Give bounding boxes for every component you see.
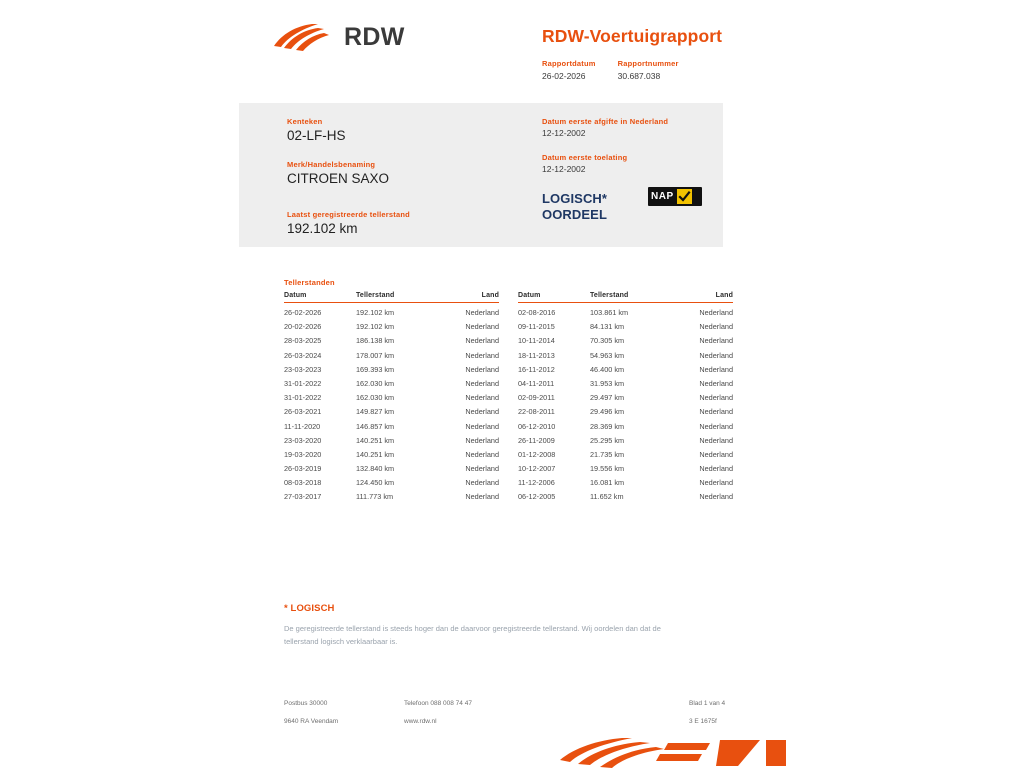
cell-tellerstand: 140.251 km — [356, 435, 395, 445]
cell-datum: 04-11-2011 — [518, 378, 555, 388]
footnote-line-2: tellerstand logisch verklaarbaar is. — [284, 637, 398, 647]
cell-datum: 18-11-2013 — [518, 350, 555, 360]
footnote-body — [284, 622, 699, 648]
cell-datum: 16-11-2012 — [518, 364, 555, 374]
document-header — [0, 0, 1024, 95]
table-row — [518, 419, 733, 433]
column-header-datum: Datum — [518, 292, 590, 303]
cell-datum: 11-12-2006 — [518, 478, 555, 488]
table-row — [284, 391, 499, 405]
footer-address — [284, 700, 338, 736]
table-row — [518, 348, 733, 362]
table-row — [284, 362, 499, 376]
cell-tellerstand: 29.496 km — [590, 407, 625, 417]
cell-datum: 31-01-2022 — [284, 378, 322, 388]
report-number-label: Rapportnummer — [617, 59, 679, 68]
cell-tellerstand: 140.251 km — [356, 449, 395, 459]
verdict-line-1: LOGISCH* — [542, 191, 608, 206]
cell-datum: 06-12-2005 — [518, 492, 556, 502]
odometer-label: Laatst geregistreerde tellerstand — [287, 209, 410, 219]
rdw-logo-text: RDW — [344, 22, 405, 51]
cell-land: Nederland — [699, 421, 733, 431]
column-header-datum: Datum — [284, 292, 356, 303]
cell-tellerstand: 16.081 km — [590, 478, 625, 488]
cell-tellerstand: 21.735 km — [590, 449, 625, 459]
report-date-label: Rapportdatum — [542, 59, 596, 68]
cell-tellerstand: 111.773 km — [356, 492, 394, 502]
cell-land: Nederland — [699, 378, 733, 388]
cell-land: Nederland — [699, 393, 733, 403]
cell-land: Nederland — [465, 364, 499, 374]
table-row — [284, 334, 499, 348]
table-row — [518, 447, 733, 461]
cell-tellerstand: 46.400 km — [590, 364, 625, 374]
table-row — [284, 419, 499, 433]
cell-tellerstand: 146.857 km — [356, 421, 395, 431]
cell-tellerstand: 70.305 km — [590, 336, 625, 346]
table-row — [284, 405, 499, 419]
merk-value: CITROEN SAXO — [287, 170, 390, 186]
table-row — [518, 405, 733, 419]
cell-datum: 26-11-2009 — [518, 435, 555, 445]
cell-datum: 28-03-2025 — [284, 336, 322, 346]
cell-tellerstand: 186.138 km — [356, 336, 395, 346]
first-registration-nl-label: Datum eerste afgifte in Nederland — [542, 117, 669, 126]
table-row — [518, 376, 733, 390]
column-header-tellerstand: Tellerstand — [590, 292, 668, 303]
cell-land: Nederland — [699, 478, 733, 488]
cell-land: Nederland — [699, 407, 733, 417]
cell-datum: 23-03-2023 — [284, 364, 322, 374]
table-row — [518, 461, 733, 475]
verdict-line-2: OORDEEL — [542, 207, 607, 223]
cell-tellerstand: 162.030 km — [356, 378, 395, 388]
cell-datum: 26-02-2026 — [284, 308, 322, 317]
cell-tellerstand: 19.556 km — [590, 464, 625, 474]
cell-land: Nederland — [699, 449, 733, 459]
cell-tellerstand: 178.007 km — [356, 350, 395, 360]
cell-tellerstand: 149.827 km — [356, 407, 395, 417]
merk-label: Merk/Handelsbenaming — [287, 159, 376, 169]
cell-tellerstand: 28.369 km — [590, 421, 625, 431]
footer-page-info — [689, 700, 725, 736]
footer-website[interactable]: www.rdw.nl — [404, 718, 437, 725]
table-row — [284, 376, 499, 390]
table-row — [284, 461, 499, 475]
cell-datum: 27-03-2017 — [284, 492, 322, 502]
cell-datum: 10-12-2007 — [518, 464, 556, 474]
cell-datum: 02-09-2011 — [518, 393, 555, 403]
cell-datum: 26-03-2019 — [284, 464, 322, 474]
cell-land: Nederland — [699, 464, 733, 474]
table-row — [284, 490, 499, 504]
cell-land: Nederland — [699, 492, 733, 502]
cell-tellerstand: 29.497 km — [590, 393, 625, 403]
first-admission-label: Datum eerste toelating — [542, 152, 628, 162]
table-header-row — [284, 292, 499, 303]
cell-land: Nederland — [465, 464, 499, 474]
table-row — [284, 320, 499, 334]
odometer-table-left — [284, 292, 499, 504]
rdw-logo-icon — [272, 20, 334, 54]
cell-land: Nederland — [465, 393, 499, 403]
first-registration-nl-value: 12-12-2002 — [542, 128, 586, 138]
cell-land: Nederland — [465, 435, 499, 445]
table-row — [518, 303, 733, 320]
footnote-line-1: De geregistreerde tellerstand is steeds hoger dan de daarvoor geregistreerde tellerstand. Wij oordelen dan dat de — [284, 624, 661, 633]
footnote-section — [284, 603, 714, 648]
cell-tellerstand: 11.652 km — [590, 492, 624, 502]
odometer-table-title: Tellerstanden — [284, 278, 335, 287]
cell-datum: 26-03-2024 — [284, 350, 322, 360]
cell-land: Nederland — [465, 449, 499, 459]
table-row — [284, 447, 499, 461]
cell-tellerstand: 169.393 km — [356, 364, 395, 374]
cell-datum: 10-11-2014 — [518, 336, 555, 346]
cell-land: Nederland — [699, 350, 733, 360]
table-row — [518, 433, 733, 447]
rdw-logo — [272, 20, 405, 54]
table-row — [284, 348, 499, 362]
report-date-block — [542, 59, 596, 81]
cell-land: Nederland — [699, 336, 733, 346]
cell-tellerstand: 25.295 km — [590, 435, 625, 445]
report-number-value: 30.687.038 — [617, 71, 661, 81]
cell-tellerstand: 84.131 km — [590, 322, 625, 332]
vehicle-summary-right — [542, 117, 722, 188]
cell-land: Nederland — [465, 308, 499, 317]
odometer-table-right — [518, 292, 733, 504]
cell-datum: 19-03-2020 — [284, 449, 322, 459]
nap-badge-text: NAP — [651, 190, 674, 202]
cell-datum: 26-03-2021 — [284, 407, 322, 417]
cell-tellerstand: 54.963 km — [590, 350, 625, 360]
footer-phone: Telefoon 088 008 74 47 — [404, 700, 472, 707]
vehicle-summary-left — [287, 117, 507, 253]
cell-tellerstand: 31.953 km — [590, 378, 625, 388]
cell-tellerstand: 124.450 km — [356, 478, 395, 488]
kenteken-value: 02-LF-HS — [287, 128, 346, 143]
column-header-tellerstand: Tellerstand — [356, 292, 434, 303]
table-row — [518, 334, 733, 348]
cell-land: Nederland — [465, 336, 499, 346]
cell-land: Nederland — [465, 421, 499, 431]
verdict-text — [542, 191, 607, 224]
cell-datum: 09-11-2015 — [518, 322, 555, 332]
cell-datum: 11-11-2020 — [284, 421, 321, 431]
report-number-block — [618, 59, 679, 81]
footer-address-line-1: Postbus 30000 — [284, 700, 328, 707]
cell-datum: 20-02-2026 — [284, 322, 322, 332]
cell-tellerstand: 192.102 km — [356, 322, 395, 332]
cell-datum: 02-08-2016 — [518, 308, 556, 317]
report-meta — [542, 59, 679, 81]
vehicle-summary-panel — [239, 103, 723, 247]
odometer-readings-section — [284, 278, 733, 504]
table-row — [518, 490, 733, 504]
nap-badge — [648, 187, 702, 206]
footer-address-line-2: 9640 RA Veendam — [284, 718, 339, 725]
rdw-footer-graphic-icon — [560, 738, 790, 768]
footnote-title: * LOGISCH — [284, 603, 335, 614]
cell-land: Nederland — [699, 308, 733, 317]
column-header-land: Land — [668, 292, 733, 303]
cell-land: Nederland — [465, 492, 499, 502]
checkmark-icon — [677, 189, 692, 204]
cell-land: Nederland — [465, 322, 499, 332]
footer-contact — [404, 700, 472, 736]
table-row — [518, 391, 733, 405]
table-header-row — [518, 292, 733, 303]
cell-tellerstand: 132.840 km — [356, 464, 395, 474]
cell-tellerstand: 162.030 km — [356, 393, 395, 403]
table-row — [518, 362, 733, 376]
cell-datum: 31-01-2022 — [284, 393, 322, 403]
cell-land: Nederland — [699, 364, 733, 374]
table-row — [284, 476, 499, 490]
report-title: RDW-Voertuigrapport — [542, 26, 723, 46]
first-admission-value: 12-12-2002 — [542, 163, 586, 174]
table-row — [284, 433, 499, 447]
cell-land: Nederland — [465, 378, 499, 388]
table-row — [284, 303, 499, 320]
cell-land: Nederland — [699, 322, 733, 332]
odometer-tables — [284, 292, 733, 504]
cell-datum: 08-03-2018 — [284, 478, 322, 488]
kenteken-label: Kenteken — [287, 117, 323, 126]
footer-page-number: Blad 1 van 4 — [689, 700, 726, 707]
odometer-value: 192.102 km — [287, 220, 358, 236]
table-row — [518, 476, 733, 490]
cell-tellerstand: 103.861 km — [590, 308, 629, 317]
footer-form-code: 3 E 1675f — [689, 718, 717, 725]
report-date-value: 26-02-2026 — [542, 71, 586, 81]
cell-datum: 01-12-2008 — [518, 449, 556, 459]
cell-datum: 23-03-2020 — [284, 435, 322, 445]
cell-datum: 22-08-2011 — [518, 407, 555, 417]
cell-land: Nederland — [465, 407, 499, 417]
column-header-land: Land — [434, 292, 499, 303]
table-row — [518, 320, 733, 334]
cell-land: Nederland — [465, 350, 499, 360]
cell-land: Nederland — [465, 478, 499, 488]
cell-datum: 06-12-2010 — [518, 421, 556, 431]
cell-land: Nederland — [699, 435, 733, 445]
cell-tellerstand: 192.102 km — [356, 308, 395, 317]
